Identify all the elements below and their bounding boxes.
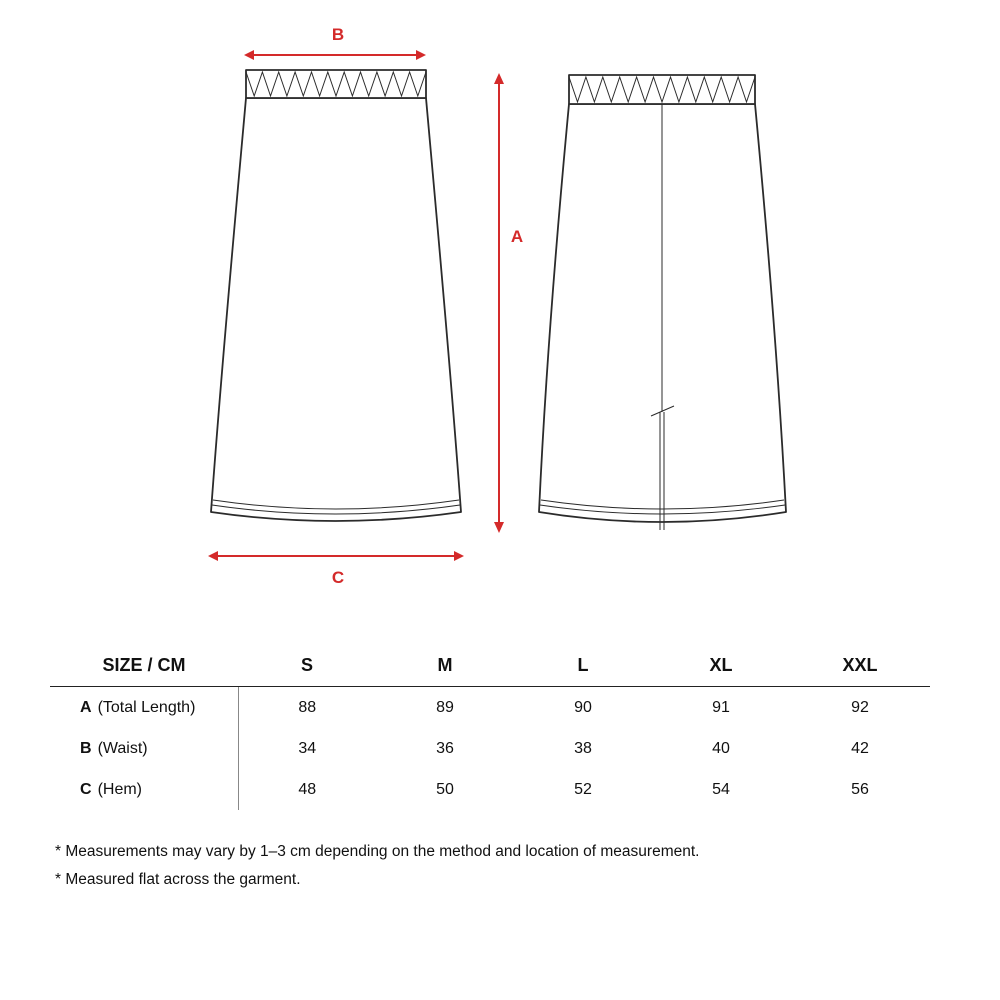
table-cell: 36 bbox=[436, 739, 454, 757]
table-cell: 48 bbox=[298, 780, 317, 798]
hem-measure-arrow bbox=[208, 551, 464, 561]
table-cell: 56 bbox=[851, 780, 869, 798]
row-name: (Hem) bbox=[97, 780, 142, 798]
row-letter: C bbox=[80, 780, 92, 798]
size-column-header: S bbox=[238, 644, 376, 687]
table-cell: 38 bbox=[574, 739, 592, 757]
row-letter: A bbox=[80, 698, 92, 716]
table-cell: 42 bbox=[851, 739, 869, 757]
table-cell: 52 bbox=[574, 780, 592, 798]
table-cell: 34 bbox=[298, 739, 317, 757]
size-chart-table bbox=[50, 644, 930, 810]
table-cell: 91 bbox=[712, 698, 730, 716]
table-cell: 89 bbox=[436, 698, 454, 716]
size-header: SIZE / CM bbox=[50, 644, 238, 687]
table-cell: 54 bbox=[712, 780, 730, 798]
waist-measure-arrow bbox=[244, 50, 426, 60]
label-a: A bbox=[510, 227, 524, 246]
row-label bbox=[50, 687, 238, 729]
row-label bbox=[50, 769, 238, 810]
table-cell: 92 bbox=[851, 698, 869, 716]
row-letter: B bbox=[80, 739, 92, 757]
table-row bbox=[50, 728, 930, 769]
table-cell: 90 bbox=[574, 698, 592, 716]
measurement-note: * Measurements may vary by 1–3 cm depending on the method and location of measurement. bbox=[55, 843, 700, 860]
length-measure-arrow bbox=[494, 73, 504, 533]
table-cell: 88 bbox=[298, 698, 317, 716]
row-name: (Waist) bbox=[97, 739, 148, 757]
table-row bbox=[50, 687, 930, 729]
back-view bbox=[539, 75, 786, 530]
label-c: C bbox=[331, 568, 345, 587]
size-column-header: L bbox=[514, 644, 652, 687]
table-header-row bbox=[50, 644, 930, 687]
size-column-header: XXL bbox=[790, 644, 930, 687]
table-cell: 40 bbox=[712, 739, 730, 757]
row-label bbox=[50, 728, 238, 769]
table-cell: 50 bbox=[436, 780, 454, 798]
size-column-header: XL bbox=[652, 644, 790, 687]
row-name: (Total Length) bbox=[97, 698, 196, 716]
table-row bbox=[50, 769, 930, 810]
size-column-header: M bbox=[376, 644, 514, 687]
label-b: B bbox=[331, 25, 345, 44]
measurement-note: * Measured flat across the garment. bbox=[55, 871, 301, 888]
front-view bbox=[211, 70, 461, 521]
